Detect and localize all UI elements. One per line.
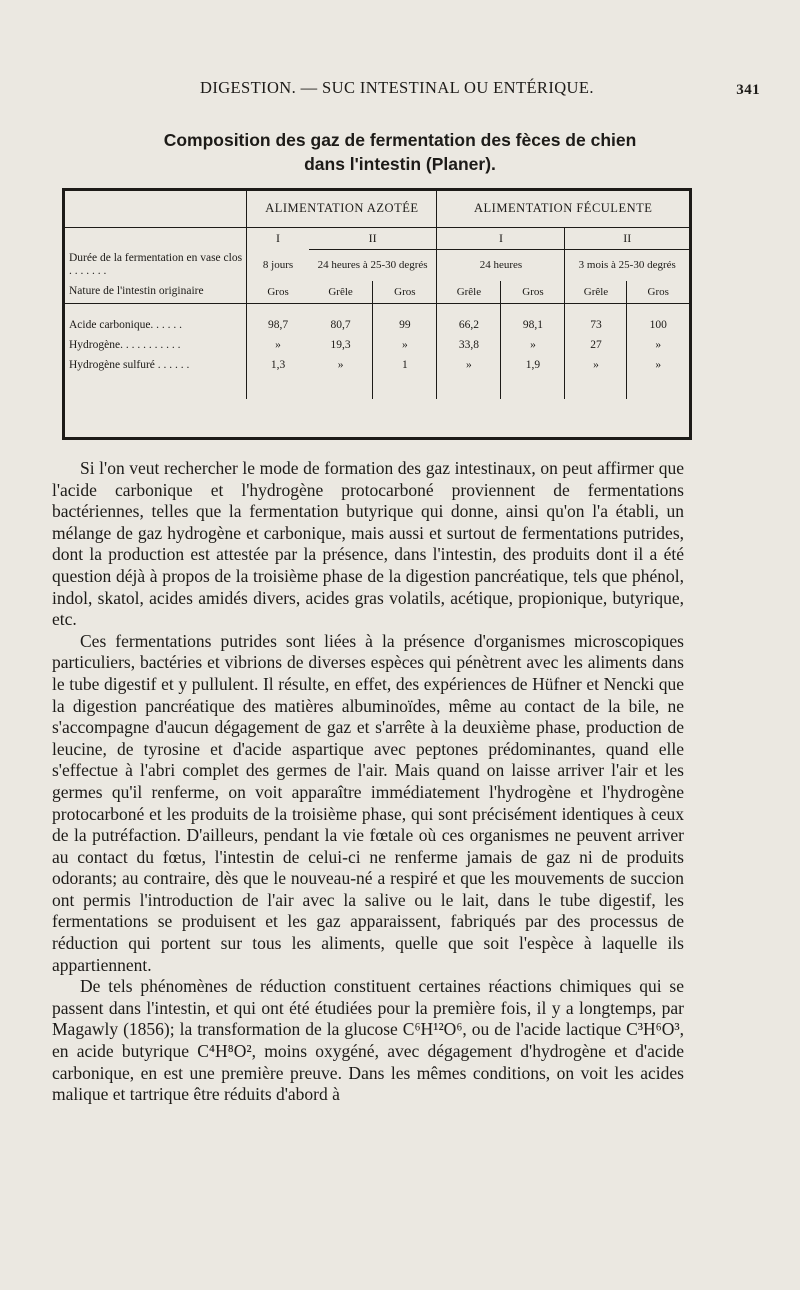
duration-feculente-1: 24 heures (437, 249, 565, 281)
subgroup-azotee-2: II (368, 230, 377, 245)
table-cell: 1,9 (501, 355, 565, 375)
table-cell: 33,8 (437, 335, 501, 355)
subgroup-azotee-1: I (247, 227, 309, 249)
nature-cell: Gros (373, 281, 437, 303)
table-cell: » (627, 355, 689, 375)
nature-cell: Gros (501, 281, 565, 303)
table-title (100, 128, 700, 176)
table-title-line-2: dans l'intestin (Planer). (304, 154, 496, 174)
table-title-line-1: Composition des gaz de fermentation des fèces de chien (163, 130, 637, 150)
table-row (65, 335, 689, 355)
table-cell: 99 (373, 315, 437, 335)
table-cell: » (337, 359, 344, 371)
table-row (65, 315, 689, 335)
group-header-azotee: ALIMENTATION AZOTÉE (247, 191, 437, 227)
table-row (65, 355, 689, 375)
table-cell: 66,2 (437, 315, 501, 335)
body-text (52, 458, 684, 1106)
nature-cell: Gros (627, 281, 689, 303)
table-cell: 80,7 (330, 319, 351, 331)
table-cell: » (373, 335, 437, 355)
table-cell: » (627, 335, 689, 355)
row-label-hydrogene-sulfure: Hydrogène sulfuré . . . . . . (69, 358, 190, 371)
table-corner (65, 191, 247, 227)
paragraph-2: Ces fermentations putrides sont liées à la présence d'organismes microscopiques particuliers, bactéries et vibrions de diverses espèces qui pénètrent avec les aliments dans le tube digestif et y pullulent. Il résulte, en effet, des expériences de Hüfner et Nencki que la digestion pancréatique des matières albuminoïdes, même au contact de la bile, ne s'accompagne d'aucun dégagement de gaz et s'arrête à la deuxième phase, production de leucine, de tyrosine et d'acide aspartique avec peptones prédominantes, quand elle s'effectue à l'abri complet des germes de l'air. Mais quand on laisse arriver l'air et les germes qu'il renferme, on voit apparaître immédiatement l'hydrogène et l'hydrogène protocarboné et les produits de la troisième phase, qui sont précisément identiques à ceux de la putréfaction. D'ailleurs, pendant la vie fœtale où ces organismes ne peuvent arriver au contact du fœtus, l'intestin de celui-ci ne renferme jamais de gaz ni de produits odorants; au contraire, dès que le nouveau-né a respiré et que les mouvements de succion ont permis l'introduction de l'air avec la salive ou le lait, dans le tube digestif, les fermentations se produisent et les gaz apparaissent, fabriqués par des processus de réduction qui portent sur tous les aliments, quelle que soit l'espèce à laquelle ils appartiennent. (52, 630, 684, 975)
paragraph-3: De tels phénomènes de réduction constituent certaines réactions chimiques qui se passent dans l'intestin, et qui ont été étudiées pour la première fois, il y a longtemps, par Magawly (1856); la transformation de la glucose C⁶H¹²O⁶, ou de l'acide lactique C³H⁶O³, en acide butyrique C⁴H⁸O², moins oxygéné, avec dégagement d'hydrogène et d'acide carbonique, en est une première preuve. Dans les mêmes conditions, on voit les acides malique et tartrique être réduits d'abord à (52, 976, 684, 1105)
nature-cell: Grêle (328, 285, 353, 298)
table-cell: 73 (565, 315, 627, 335)
table-cell: 19,3 (330, 339, 351, 351)
duration-label: Durée de la fermentation en vase clos . . . . . . . (69, 252, 243, 277)
row-label-hydrogene: Hydrogène. . . . . . . . . . . (69, 338, 181, 351)
nature-label: Nature de l'intestin originaire (69, 285, 204, 298)
table-cell: » (247, 335, 309, 355)
running-title: DIGESTION. — SUC INTESTINAL OU ENTÉRIQUE. (200, 78, 594, 97)
duration-azotee-1: 8 jours (247, 249, 309, 281)
paragraph-1: Si l'on veut rechercher le mode de formation des gaz intestinaux, on peut affirmer que l'acide carbonique et l'hydrogène protocarboné proviennent de fermentations bactériennes, telles que la fermentation butyrique qui donne, ainsi qu'on l'a établi, un mélange de gaz hydrogène et carbonique, mais aussi et surtout de fermentations putrides, dont la production est attestée par la présence, dans l'intestin, des produits dont il a été question déjà à propos de la troisième phase de la digestion pancréatique, tels que phénol, indol, skatol, acides amidés divers, acides gras volatils, acétique, propionique, butyrique, etc. (52, 458, 684, 630)
nature-cell: Gros (247, 281, 309, 303)
table-cell: 27 (565, 335, 627, 355)
nature-cell: Grêle (565, 281, 627, 303)
page-number: 341 (736, 82, 760, 98)
subgroup-feculente-2: II (565, 227, 689, 249)
running-header (200, 78, 760, 98)
duration-feculente-2: 3 mois à 25-30 degrés (565, 249, 689, 281)
row-label-acide-carbonique: Acide carbonique. . . . . . (69, 318, 183, 331)
duration-azotee-2: 24 heures à 25-30 degrés (309, 249, 437, 281)
table-cell: 1,3 (247, 355, 309, 375)
table-cell: » (501, 335, 565, 355)
subgroup-feculente-1: I (437, 227, 565, 249)
table-cell: 1 (373, 355, 437, 375)
table-cell: 98,1 (501, 315, 565, 335)
table-cell: » (565, 355, 627, 375)
table-cell: 100 (627, 315, 689, 335)
table-cell: » (437, 355, 501, 375)
nature-cell: Grêle (437, 281, 501, 303)
table-cell: 98,7 (247, 315, 309, 335)
gas-composition-table (62, 188, 692, 440)
group-header-feculente: ALIMENTATION FÉCULENTE (437, 191, 689, 227)
